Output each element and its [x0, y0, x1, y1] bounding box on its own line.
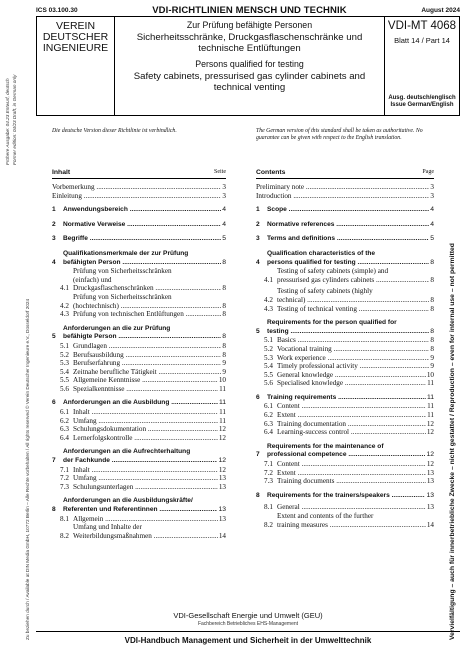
- toc-entry-title: Berufserfahrung .....: [73, 359, 221, 368]
- toc-entry-title: Extent .....: [277, 469, 426, 478]
- toc-entry-number: 3: [52, 235, 56, 243]
- toc-entry[interactable]: [52, 192, 226, 201]
- toc-entry[interactable]: [256, 477, 434, 486]
- toc-entry-number: 8: [256, 491, 260, 499]
- toc-entry-page: 13: [426, 468, 434, 477]
- toc-entry[interactable]: [256, 250, 434, 267]
- toc-entry-page: 12: [218, 457, 226, 465]
- toc-entry[interactable]: [256, 420, 434, 429]
- toc-entry[interactable]: [52, 417, 226, 426]
- toc-entry-page: 11: [218, 399, 226, 407]
- toc-entry-number: 5.4: [60, 367, 69, 376]
- toc-entry[interactable]: [52, 408, 226, 417]
- toc-entry-title: Timely professional activity .....: [277, 362, 429, 371]
- toc-entry-number: 4.2: [60, 301, 69, 310]
- toc-entry-title-line: Qualification characteristics of the: [267, 249, 376, 257]
- toc-entry-number: 1: [256, 206, 260, 214]
- toc-entry-number: 4: [52, 258, 56, 266]
- toc-entry-page: 12: [426, 460, 434, 469]
- toc-entry-title: Weiterbildungsmaßnahmen .....: [73, 532, 218, 541]
- toc-entry[interactable]: [52, 206, 226, 215]
- toc-entry-title: Content .....: [277, 460, 426, 469]
- toc-entry-page: 4: [222, 206, 226, 214]
- toc-entry-number: 6.2: [60, 416, 69, 425]
- org-line-1: VEREIN: [55, 20, 96, 32]
- toc-entry-page: 8: [430, 275, 434, 284]
- toc-entry-number: 6.4: [264, 428, 273, 437]
- toc-entry-number: 8.1: [60, 514, 69, 523]
- toc-entry[interactable]: [52, 183, 226, 192]
- toc-entry[interactable]: [52, 385, 226, 394]
- toc-entry[interactable]: [52, 434, 226, 443]
- toc-entry-number: 5.1: [60, 341, 69, 350]
- toc-entry-page: 3: [430, 191, 434, 200]
- footer-department: Fachbereich Betriebliches EHS-Management: [197, 621, 299, 627]
- toc-entry[interactable]: [52, 515, 226, 524]
- toc-entry[interactable]: [52, 325, 226, 342]
- toc-entry[interactable]: [256, 235, 434, 244]
- toc-entry-page: 8: [222, 310, 226, 319]
- toc-entry-number: 5.1: [264, 336, 273, 345]
- toc-entry-title: Training documents .....: [277, 477, 426, 486]
- toc-entry-page: 3: [222, 183, 226, 191]
- toc-entry-page: 8: [222, 284, 226, 293]
- toc-entry-page: 11: [219, 416, 226, 425]
- toc-entry[interactable]: [52, 310, 226, 319]
- toc-entry-number: 1: [52, 206, 56, 214]
- toc-entry-title: Anwendungsbereich .....: [63, 206, 221, 215]
- footer-handbook-title: VDI-Handbuch Management und Sicherheit in der Umwelttechnik: [124, 636, 372, 645]
- toc-entry-title: technical) .....: [277, 296, 429, 305]
- toc-entry-page: 12: [426, 451, 434, 459]
- toc-entry-number: 6: [256, 393, 260, 401]
- toc-entry-title: Inhalt .....: [73, 408, 218, 417]
- toc-german: [52, 169, 226, 540]
- toc-entry-title: Grundlagen .....: [73, 342, 221, 351]
- toc-entry-title: Zeitnahe berufliche Tätigkeit .....: [73, 368, 221, 377]
- toc-entry[interactable]: [52, 293, 226, 310]
- toc-entry[interactable]: [52, 342, 226, 351]
- toc-entry-number: 5: [256, 327, 260, 335]
- toc-entry-number: 6.4: [60, 433, 69, 442]
- toc-entry-number: 5.2: [264, 344, 273, 353]
- document-part: Blatt 14 / Part 14: [394, 36, 450, 45]
- toc-entry-page: 12: [218, 425, 226, 434]
- toc-entry-title: Schulungsunterlagen .....: [73, 483, 218, 492]
- toc-entry-title-line: Requirements for the person qualified for: [267, 319, 397, 327]
- toc-entry-title: professional competence .....: [267, 451, 425, 460]
- toc-entry[interactable]: [256, 460, 434, 469]
- toc-entry-page: 11: [427, 411, 434, 420]
- toc-entry-number: 7.3: [264, 477, 273, 486]
- toc-entry-page: 13: [218, 514, 226, 523]
- former-edition-de: Frühere Ausgabe: 04.23 Entwurf, deutsch: [5, 78, 10, 165]
- intro-de: Die deutsche Version dieser Richtlinie ist verbindlich.: [52, 128, 177, 134]
- toc-entry-title: Inhalt .....: [73, 466, 218, 475]
- reproduction-notice: Vervielfältigung – auch für innerbetriebliche Zwecke – nicht gestattet / Reproduction – even for internal use – not permitted: [449, 243, 456, 640]
- toc-entry[interactable]: [52, 221, 226, 230]
- toc-entry[interactable]: [52, 483, 226, 492]
- toc-entry-page: 14: [218, 531, 226, 540]
- toc-entry-title: Schulungsdokumentation .....: [73, 425, 218, 434]
- toc-entry[interactable]: [256, 379, 434, 388]
- toc-entry-title: Introduction .....: [256, 192, 429, 201]
- toc-entry[interactable]: [52, 235, 226, 244]
- toc-entry-title: testing .....: [267, 328, 429, 337]
- toc-entry[interactable]: [52, 497, 226, 514]
- toc-entry-title: Work experience .....: [277, 354, 429, 363]
- toc-entry-title: Einleitung .....: [52, 192, 221, 201]
- toc-entry-page: 4: [430, 220, 434, 228]
- toc-entry[interactable]: [256, 469, 434, 478]
- series-title: VDI-RICHTLINIEN MENSCH UND TECHNIK: [152, 4, 347, 16]
- toc-entry-page: 13: [426, 477, 434, 486]
- toc-entry-number: 5: [52, 333, 56, 341]
- toc-entry-title: Berufsausbildung .....: [73, 351, 221, 360]
- toc-entry-page: 11: [427, 379, 434, 388]
- toc-entry-number: 8.1: [264, 503, 273, 512]
- toc-entry-page: 12: [218, 433, 226, 442]
- document-code-box: [385, 17, 459, 115]
- toc-entry[interactable]: [256, 402, 434, 411]
- toc-entry-page: 11: [219, 408, 226, 417]
- toc-entry[interactable]: [256, 267, 434, 284]
- toc-entry-title: pressurised gas cylinders cabinets .....: [277, 276, 429, 285]
- toc-entry-number: 7: [256, 451, 260, 459]
- toc-entry-number: 7.1: [60, 465, 69, 474]
- toc-entry-title: Referenten und Referentinnen .....: [63, 506, 217, 515]
- toc-entry-title-line: Testing of safety cabinets (highly: [277, 287, 373, 296]
- toc-entry-number: 5.4: [264, 362, 273, 371]
- toc-entry-page: 13: [218, 506, 226, 513]
- toc-entry-title: Normative references .....: [267, 221, 429, 230]
- toc-entry-page: 13: [218, 482, 226, 491]
- toc-entry[interactable]: [52, 466, 226, 475]
- toc-entry-number: 8: [52, 506, 56, 513]
- toc-entry-number: 4.3: [60, 310, 69, 319]
- toc-entry-number: 7: [52, 457, 56, 465]
- toc-entry-title-line: Prüfung von Sicherheitsschränken: [73, 292, 172, 301]
- issue-date: August 2024: [421, 6, 460, 14]
- toc-entry-number: 5.3: [264, 353, 273, 362]
- toc-entry-page: 5: [430, 235, 434, 243]
- toc-entries: [52, 183, 226, 540]
- toc-entry-title: Allgemein .....: [73, 515, 218, 524]
- toc-entry-title-line: Qualifikationsmerkmale der zur Prüfung: [63, 249, 189, 257]
- toc-entry-title: befähigte Person .....: [63, 333, 221, 342]
- toc-entry-page: 11: [427, 402, 434, 411]
- toc-entry-page: 8: [222, 333, 226, 341]
- intro-en: The German version of this standard shall be taken as authoritative. No guarantee can be given with respect to the English translation.: [256, 128, 423, 141]
- toc-entry-number: 6.3: [264, 419, 273, 428]
- toc-entry-title: (hochtechnisch) .....: [73, 302, 221, 311]
- toc-entry-page: 12: [218, 465, 226, 474]
- toc-entry-title-line: Anforderungen an die Ausbildungskräfte/: [63, 497, 193, 505]
- toc-entry-number: 8.2: [264, 520, 273, 529]
- toc-entry-title: Umfang .....: [73, 474, 218, 483]
- toc-entry-title: Allgemeine Kenntnisse .....: [73, 376, 218, 385]
- toc-entry[interactable]: [256, 345, 434, 354]
- toc-entry-number: 5.2: [60, 350, 69, 359]
- toc-entry-number: 7.3: [60, 482, 69, 491]
- org-line-2: DEUTSCHER: [42, 31, 109, 43]
- toc-entry-page: 3: [430, 183, 434, 191]
- toc-entry-title-line: Extent and contents of the further: [277, 512, 374, 520]
- footer-divider: [36, 631, 460, 632]
- toc-entry-page: 3: [222, 191, 226, 200]
- toc-entry-title: Preliminary note .....: [256, 183, 429, 192]
- toc-entry-title: Vorbemerkung .....: [52, 183, 221, 192]
- toc-entry-title: Basics .....: [277, 336, 429, 345]
- issue-language: [385, 95, 459, 109]
- toc-entry-title: Content .....: [277, 402, 426, 411]
- toc-entry-page: 8: [222, 341, 226, 350]
- toc-entry[interactable]: [256, 428, 434, 437]
- toc-entry[interactable]: [52, 399, 226, 408]
- title-prefix-de: Zur Prüfung befähigte Personen: [186, 20, 313, 30]
- toc-entry-number: 8.2: [60, 531, 69, 540]
- toc-entry-page: 9: [430, 362, 434, 371]
- toc-entry-title: Extent .....: [277, 411, 426, 420]
- toc-page-label: Page: [422, 169, 434, 175]
- top-row: [36, 4, 460, 16]
- toc-entry-number: 5.5: [264, 370, 273, 379]
- toc-entry-page: 14: [426, 520, 434, 529]
- toc-entry[interactable]: [52, 250, 226, 267]
- toc-entry[interactable]: [256, 192, 434, 201]
- issue-language-de: Ausg. deutsch/englisch: [388, 95, 456, 101]
- toc-entry-page: 8: [222, 258, 226, 266]
- toc-english: [256, 169, 434, 529]
- toc-heading: Contents: [256, 169, 286, 176]
- toc-entry-page: 4: [430, 206, 434, 214]
- toc-entry[interactable]: [256, 371, 434, 380]
- toc-entry-title: befähigten Person .....: [63, 259, 221, 268]
- toc-entry-page: 12: [426, 428, 434, 437]
- toc-entry-title-line: Anforderungen an die zur Prüfung: [63, 324, 171, 332]
- title-prefix-en: Persons qualified for testing: [195, 59, 304, 69]
- toc-page-label: Seite: [214, 169, 226, 175]
- toc-entry-number: 5.3: [60, 359, 69, 368]
- toc-entry-page: 8: [430, 304, 434, 313]
- toc-entry-title: der Fachkunde .....: [63, 457, 217, 466]
- toc-entry[interactable]: [256, 362, 434, 371]
- toc-entry-page: 8: [430, 258, 434, 266]
- toc-heading: Inhalt: [52, 169, 71, 176]
- toc-entry[interactable]: [52, 376, 226, 385]
- ics-code: ICS 03.100.30: [36, 6, 78, 14]
- org-line-3: INGENIEURE: [42, 42, 109, 54]
- toc-entry-title: Testing of technical venting .....: [277, 305, 429, 314]
- toc-entry[interactable]: [52, 267, 226, 293]
- toc-entry-number: 7.2: [264, 468, 273, 477]
- toc-entry-title-line: Requirements for the maintenance of: [267, 442, 384, 450]
- title-en: Safety cabinets, pressurised gas cylinder cabinets and technical venting: [133, 71, 366, 93]
- toc-entry[interactable]: [52, 474, 226, 483]
- toc-entry-title: Training requirements .....: [267, 394, 426, 403]
- toc-entries: [256, 183, 434, 529]
- org-name: [37, 17, 115, 115]
- toc-entry-title: Scope .....: [267, 206, 429, 215]
- toc-entry-title: Lernerfolgskontrolle .....: [73, 434, 218, 443]
- toc-entry-title: Requirements for the trainers/speakers .....: [267, 492, 425, 501]
- toc-entry-title: Specialised knowledge .....: [277, 379, 426, 388]
- toc-entry-number: 7.1: [264, 460, 273, 469]
- document-code: VDI-MT 4068: [387, 20, 457, 32]
- toc-entry[interactable]: [256, 411, 434, 420]
- toc-entry-title-line: Anforderungen an die Aufrechterhaltung: [63, 448, 191, 456]
- toc-entry-title: Spezialkenntnisse .....: [73, 385, 218, 394]
- toc-entry-page: 11: [426, 393, 434, 401]
- toc-entry-page: 8: [222, 350, 226, 359]
- toc-entry-page: 10: [426, 370, 434, 379]
- right-margin-notice: [446, 120, 466, 640]
- toc-entry-page: 11: [219, 384, 226, 393]
- toc-entry[interactable]: [256, 206, 434, 215]
- toc-entry-number: 5.6: [60, 384, 69, 393]
- toc-entry[interactable]: [256, 319, 434, 336]
- toc-entry-page: 13: [218, 474, 226, 483]
- toc-entry-title: Umfang .....: [73, 417, 218, 426]
- toc-entry-number: 6.2: [264, 411, 273, 420]
- toc-entry-number: 4.2: [264, 295, 273, 304]
- toc-entry[interactable]: [52, 359, 226, 368]
- toc-entry-page: 8: [430, 344, 434, 353]
- toc-entry-title: Learning-success control .....: [277, 428, 426, 437]
- toc-entry-number: 5.5: [60, 376, 69, 385]
- toc-entry-title-line: Prüfung von Sicherheitsschränken: [73, 267, 172, 276]
- toc-entry-title: General knowledge .....: [277, 371, 426, 380]
- toc-entry-title: Training documentation .....: [277, 420, 426, 429]
- toc-entry-title: Begriffe .....: [63, 235, 221, 244]
- toc-entry[interactable]: [256, 221, 434, 230]
- toc-entry[interactable]: [256, 305, 434, 314]
- toc-entry-page: 9: [222, 359, 226, 368]
- toc-entry-title: Terms and definitions .....: [267, 235, 429, 244]
- toc-entry-title: Vocational training .....: [277, 345, 429, 354]
- toc-entry-page: 12: [426, 419, 434, 428]
- issue-language-en: Issue German/English: [390, 102, 454, 108]
- toc-entry-title-line: Testing of safety cabinets (simple) and: [277, 267, 389, 276]
- toc-entry-number: 2: [256, 220, 260, 228]
- toc-entry-number: 4.3: [264, 304, 273, 313]
- toc-header: [52, 169, 226, 179]
- toc-entry-number: 4: [256, 258, 260, 266]
- toc-entry-page: 9: [222, 367, 226, 376]
- toc-header: [256, 169, 434, 179]
- availability-copyright: Zu beziehen durch / Available at DIN Media GmbH, 10772 Berlin – Alle Rechte vorbehalten / All rights reserved © Verein Deutscher Ingenieure e.V., Düsseldorf 2024: [25, 298, 30, 640]
- toc-entry-title: Prüfung von technischen Entlüftungen .....: [73, 310, 221, 319]
- toc-entry[interactable]: [52, 351, 226, 360]
- toc-entry[interactable]: [256, 394, 434, 403]
- toc-entry-title-line: (einfach) und: [73, 275, 112, 284]
- toc-entry-title: Anforderungen an die Ausbildung .....: [63, 399, 218, 408]
- toc-entry-title: Druckgasflaschenschränken .....: [73, 284, 221, 293]
- toc-entry-number: 4.1: [264, 275, 273, 284]
- toc-entry[interactable]: [256, 287, 434, 304]
- former-edition-en: Former edition: 04/23 Draft, in German only: [12, 74, 17, 165]
- left-margin-notes: [3, 40, 31, 640]
- toc-entry[interactable]: [256, 443, 434, 460]
- toc-entry-page: 8: [430, 295, 434, 304]
- toc-entry-page: 8: [430, 336, 434, 345]
- toc-entry-title: Normative Verweise .....: [63, 221, 221, 230]
- header-box: [36, 16, 460, 116]
- title-de: Sicherheitsschränke, Druckgasflaschenschränke und technische Entlüftungen: [136, 32, 363, 54]
- toc-entry-title: General .....: [277, 503, 426, 512]
- toc-entry[interactable]: [52, 425, 226, 434]
- toc-entry-title: persons qualified for testing .....: [267, 259, 429, 268]
- toc-entry-number: 7.2: [60, 474, 69, 483]
- toc-entry[interactable]: [52, 368, 226, 377]
- toc-entry-page: 13: [426, 491, 434, 499]
- toc-entry-number: 6: [52, 399, 56, 407]
- toc-entry-page: 4: [222, 220, 226, 228]
- toc-entry-number: 3: [256, 235, 260, 243]
- toc-entry-page: 5: [222, 235, 226, 243]
- toc-entry-number: 4.1: [60, 284, 69, 293]
- toc-entry-number: 6.1: [60, 408, 69, 417]
- toc-entry[interactable]: [52, 523, 226, 540]
- toc-entry-page: 13: [426, 503, 434, 512]
- toc-entry-title: training measures .....: [277, 521, 426, 530]
- toc-entry-page: 8: [222, 301, 226, 310]
- toc-entry[interactable]: [256, 354, 434, 363]
- toc-entry[interactable]: [256, 183, 434, 192]
- toc-entry-page: 10: [218, 376, 226, 385]
- toc-entry-number: 6.1: [264, 402, 273, 411]
- toc-entry[interactable]: [256, 503, 434, 512]
- toc-entry-number: 6.3: [60, 425, 69, 434]
- toc-entry-number: 5.6: [264, 379, 273, 388]
- document-title: [115, 17, 385, 115]
- toc-entry-number: 2: [52, 220, 56, 228]
- footer-organisation: VDI-Gesellschaft Energie und Umwelt (GEU): [173, 611, 323, 620]
- toc-entry[interactable]: [52, 448, 226, 465]
- toc-entry-page: 8: [430, 327, 434, 335]
- toc-entry[interactable]: [256, 492, 434, 501]
- toc-entry-title-line: Umfang und Inhalte der: [73, 523, 142, 532]
- toc-entry-page: 9: [430, 353, 434, 362]
- toc-entry[interactable]: [256, 512, 434, 529]
- toc-entry[interactable]: [256, 336, 434, 345]
